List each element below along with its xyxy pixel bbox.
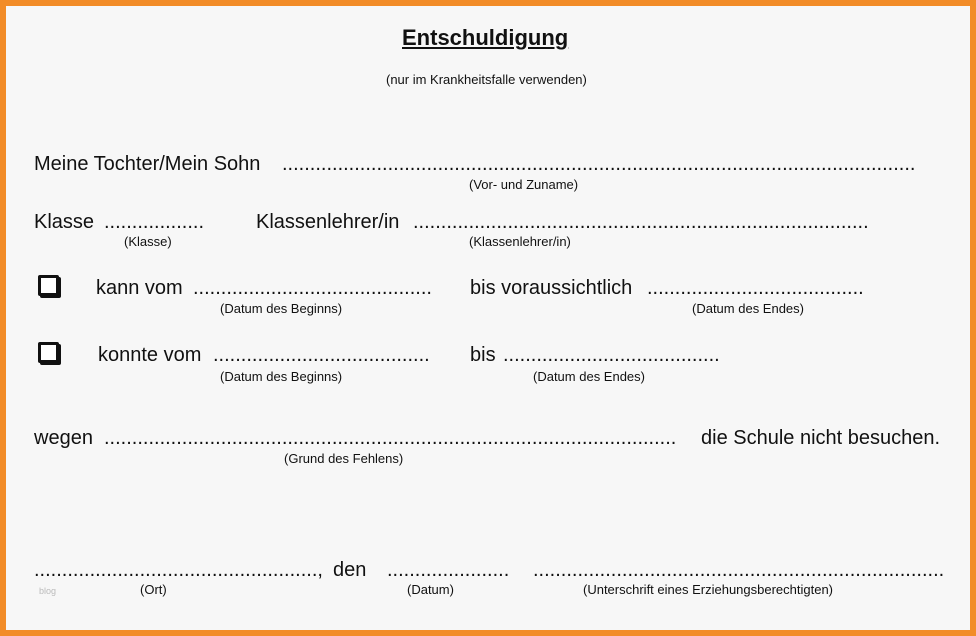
checkbox-icon[interactable] xyxy=(38,342,59,363)
future-to-field[interactable]: ....................................... xyxy=(647,277,864,299)
date-caption: (Datum) xyxy=(407,582,454,597)
class-caption: (Klasse) xyxy=(124,234,172,249)
class-label: Klasse xyxy=(34,211,95,233)
reason-field[interactable]: ....................................................................................................... xyxy=(104,427,677,449)
class-field[interactable]: .................. xyxy=(104,211,205,233)
place-field[interactable]: ..................................................., xyxy=(34,559,323,581)
past-to-label: bis xyxy=(470,344,496,366)
past-from-label: konnte vom xyxy=(98,344,202,366)
checkbox-icon[interactable] xyxy=(38,275,59,296)
absence-note-form xyxy=(6,6,970,630)
future-to-caption: (Datum des Endes) xyxy=(692,301,804,316)
future-to-label: bis voraussichtlich xyxy=(470,277,633,299)
past-to-caption: (Datum des Endes) xyxy=(533,369,645,384)
name-label: Meine Tochter/Mein Sohn xyxy=(34,153,261,175)
date-field[interactable]: ...................... xyxy=(387,559,510,581)
teacher-label: Klassenlehrer/in xyxy=(256,211,400,233)
past-from-field[interactable]: ....................................... xyxy=(213,344,430,366)
name-field[interactable]: .................................................................................................................. xyxy=(282,153,916,175)
signature-field[interactable]: .......................................................................... xyxy=(533,559,945,581)
past-from-caption: (Datum des Beginns) xyxy=(220,369,343,384)
signature-caption: (Unterschrift eines Erziehungsberechtigten) xyxy=(583,582,834,597)
date-label: den xyxy=(333,559,367,581)
future-from-label: kann vom xyxy=(96,277,183,299)
watermark: blog xyxy=(39,586,57,596)
document-title: Entschuldigung xyxy=(402,25,569,50)
future-from-caption: (Datum des Beginns) xyxy=(220,301,343,316)
future-from-field[interactable]: ........................................... xyxy=(193,277,432,299)
document-subtitle: (nur im Krankheitsfalle verwenden) xyxy=(386,72,587,87)
reason-label: wegen xyxy=(34,427,93,449)
name-caption: (Vor- und Zuname) xyxy=(469,177,579,192)
teacher-caption: (Klassenlehrer/in) xyxy=(469,234,571,249)
reason-suffix: die Schule nicht besuchen. xyxy=(701,427,941,449)
teacher-field[interactable]: .................................................................................. xyxy=(413,211,869,233)
reason-caption: (Grund des Fehlens) xyxy=(284,451,404,466)
past-to-field[interactable]: ....................................... xyxy=(503,344,720,366)
place-caption: (Ort) xyxy=(140,582,167,597)
